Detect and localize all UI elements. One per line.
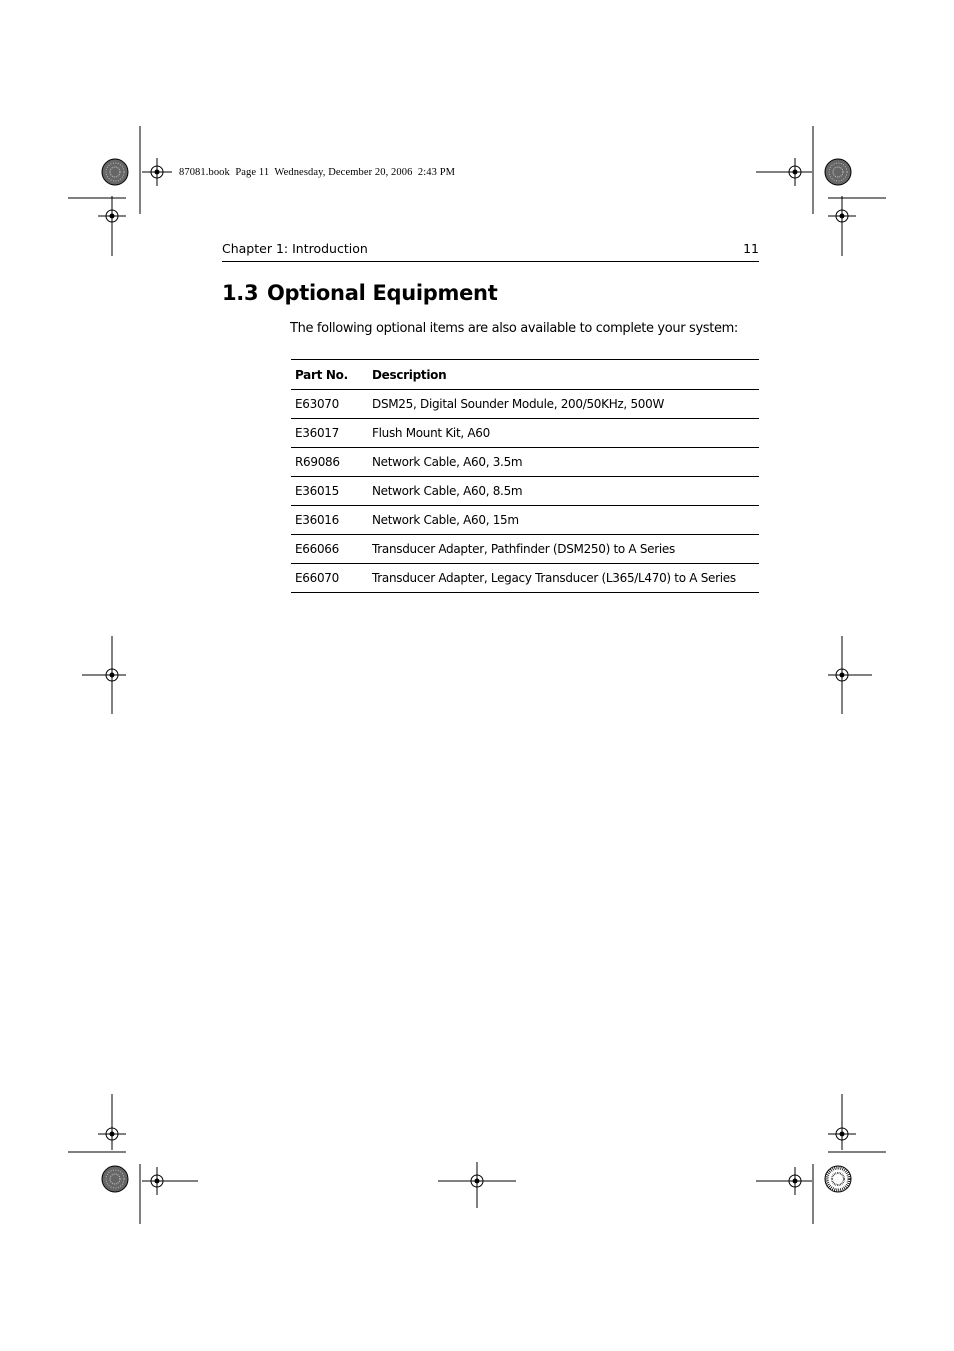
print-slug: 87081.book Page 11 Wednesday, December 20, 2006 2:43 PM <box>179 167 456 178</box>
part-number: E63070 <box>291 390 368 419</box>
running-header <box>222 240 759 262</box>
part-number: E66066 <box>291 535 368 564</box>
chapter-title: Chapter 1: Introduction <box>222 241 368 256</box>
table-row <box>291 390 759 419</box>
table-row <box>291 564 759 593</box>
part-number: R69086 <box>291 448 368 477</box>
part-number: E36015 <box>291 477 368 506</box>
part-description: Network Cable, A60, 15m <box>368 506 759 535</box>
table-row <box>291 448 759 477</box>
section-number: 1.3 <box>222 281 259 305</box>
page-number: 11 <box>743 241 759 256</box>
table-row <box>291 477 759 506</box>
equipment-table <box>291 359 759 593</box>
header-part-no: Part No. <box>291 360 368 390</box>
table-row <box>291 506 759 535</box>
part-description: DSM25, Digital Sounder Module, 200/50KHz, 500W <box>368 390 759 419</box>
header-description: Description <box>368 360 759 390</box>
part-description: Network Cable, A60, 3.5m <box>368 448 759 477</box>
part-number: E36017 <box>291 419 368 448</box>
table-row <box>291 419 759 448</box>
table-header-row <box>291 360 759 390</box>
section-title: Optional Equipment <box>267 281 498 305</box>
part-description: Transducer Adapter, Legacy Transducer (L365/L470) to A Series <box>368 564 759 593</box>
part-number: E36016 <box>291 506 368 535</box>
section-heading <box>222 281 497 305</box>
part-description: Network Cable, A60, 8.5m <box>368 477 759 506</box>
part-number: E66070 <box>291 564 368 593</box>
intro-paragraph: The following optional items are also available to complete your system: <box>290 321 738 336</box>
part-description: Flush Mount Kit, A60 <box>368 419 759 448</box>
part-description: Transducer Adapter, Pathfinder (DSM250) to A Series <box>368 535 759 564</box>
table-row <box>291 535 759 564</box>
